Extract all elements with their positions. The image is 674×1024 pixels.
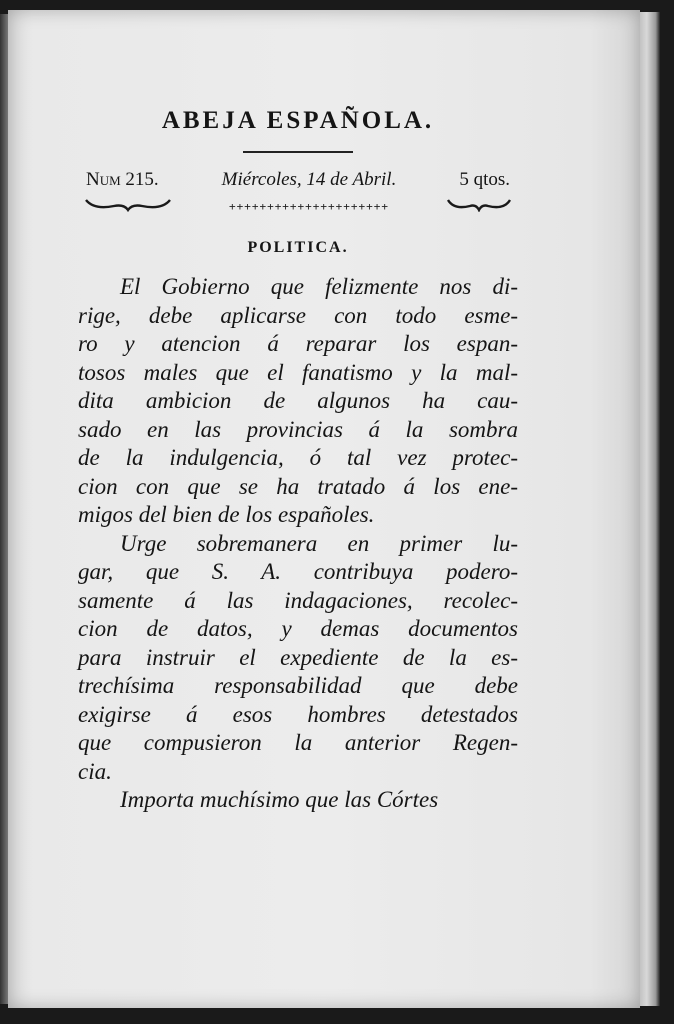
text-line: exigirse á esos hombres detestados xyxy=(78,701,518,727)
paragraph-1 xyxy=(78,273,518,530)
text-line: que compusieron la anterior Regen- xyxy=(78,730,518,755)
article-body xyxy=(78,273,518,815)
section-title: POLITICA. xyxy=(247,239,349,256)
issue-date: Miércoles, 14 de Abril. xyxy=(221,169,397,190)
right-swash-ornament xyxy=(446,196,512,212)
paragraph-2 xyxy=(78,530,518,787)
text-line: de la indulgencia, ó tal vez protec- xyxy=(78,445,518,470)
text-line: samente á las indagaciones, recolec- xyxy=(78,587,518,613)
text-line: tosos males que el fanatismo y la mal- xyxy=(78,359,518,385)
masthead-title: ABEJA ESPAÑOLA. xyxy=(161,107,435,134)
page-content xyxy=(78,105,518,815)
text-line: cion de datos, y demas documentos xyxy=(78,616,518,641)
book-page xyxy=(8,10,640,1008)
dotted-rule-ornament: +++++++++++++++++++++ xyxy=(228,199,390,213)
text-line: gar, que S. A. contribuya podero- xyxy=(78,559,518,584)
page-stack-edge xyxy=(638,12,660,1006)
text-line: dita ambicion de algunos ha cau- xyxy=(78,388,518,413)
text-line: cia. xyxy=(78,758,112,784)
text-line: El Gobierno que felizmente nos di- xyxy=(120,274,518,299)
issue-number: Num 215. xyxy=(86,169,159,190)
text-line: sado en las provincias á la sombra xyxy=(78,416,518,442)
issue-info xyxy=(78,169,518,191)
masthead-rule xyxy=(243,151,353,153)
text-line: rige, debe aplicarse con todo esme- xyxy=(78,302,518,328)
text-line: trechísima responsabilidad que debe xyxy=(78,673,518,698)
text-line: migos del bien de los españoles. xyxy=(78,502,375,527)
text-line: Urge sobremanera en primer lu- xyxy=(120,530,518,556)
left-swash-ornament xyxy=(84,196,172,212)
text-line: ro y atencion á reparar los espan- xyxy=(78,331,518,356)
issue-price: 5 qtos. xyxy=(459,169,510,190)
paragraph-3 xyxy=(78,786,518,815)
text-line: para instruir el expediente de la es- xyxy=(78,644,518,670)
text-line: Importa muchísimo que las Córtes xyxy=(120,787,439,812)
ornament-row xyxy=(78,193,518,215)
text-line: cion con que se ha tratado á los ene- xyxy=(78,473,518,499)
